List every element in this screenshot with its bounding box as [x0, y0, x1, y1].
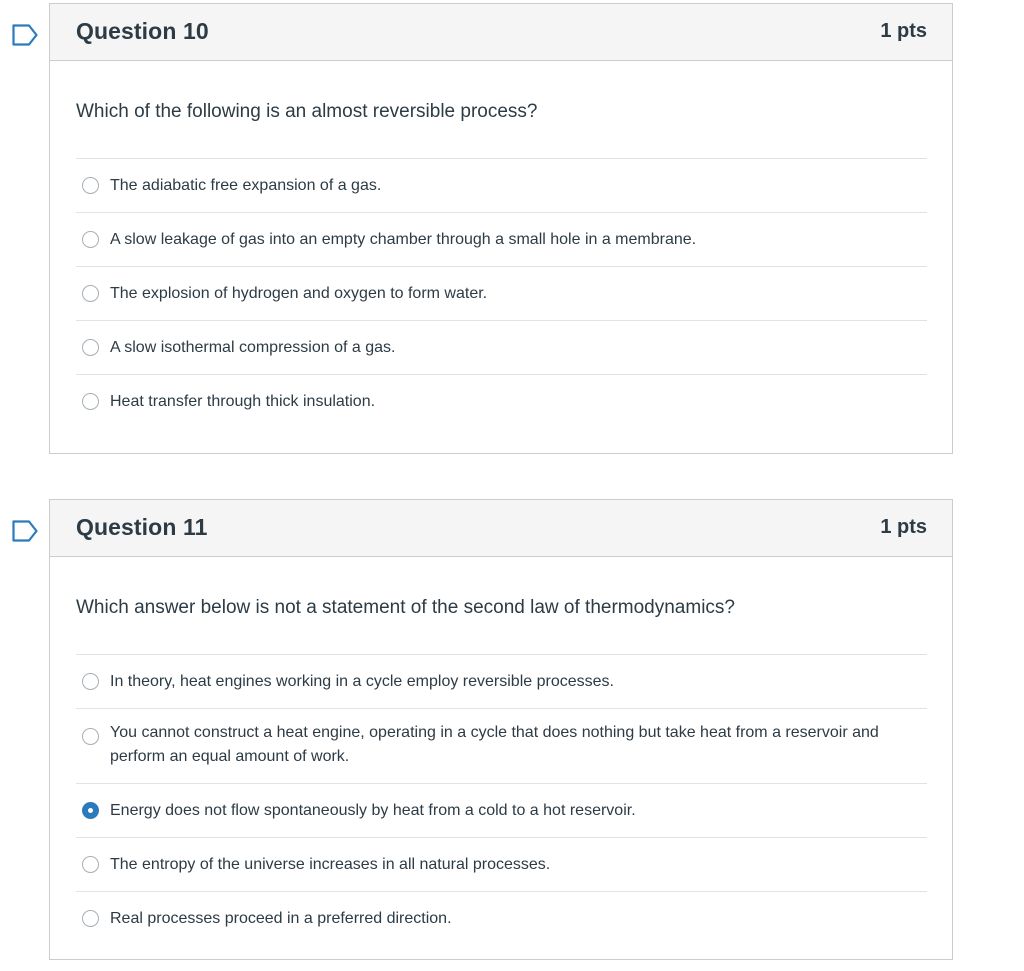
- question-card: [49, 3, 953, 454]
- answer-label: The entropy of the universe increases in all natural processes.: [110, 856, 551, 873]
- question-text: Which of the following is an almost reversible process?: [76, 101, 538, 122]
- answer-option[interactable]: [76, 784, 927, 838]
- answer-label: Heat transfer through thick insulation.: [110, 393, 376, 410]
- flag-question-icon[interactable]: [12, 24, 38, 46]
- question-title: Question 10: [76, 18, 209, 44]
- question-card: [49, 499, 953, 960]
- answer-list: [76, 654, 927, 959]
- radio-button[interactable]: [82, 910, 99, 927]
- question-text: Which answer below is not a statement of the second law of thermodynamics?: [76, 597, 735, 618]
- radio-button[interactable]: [82, 393, 99, 410]
- answer-option[interactable]: [76, 375, 927, 453]
- answer-option[interactable]: [76, 709, 927, 784]
- answer-option[interactable]: [76, 159, 927, 213]
- answer-label: The adiabatic free expansion of a gas.: [110, 177, 382, 194]
- answer-option[interactable]: [76, 655, 927, 709]
- question-points: 1 pts: [880, 516, 927, 538]
- answer-label: In theory, heat engines working in a cycle employ reversible processes.: [110, 673, 614, 690]
- radio-button[interactable]: [82, 728, 99, 745]
- answer-label: The explosion of hydrogen and oxygen to form water.: [110, 285, 488, 302]
- radio-button[interactable]: [82, 339, 99, 356]
- answer-option[interactable]: [76, 267, 927, 321]
- answer-option[interactable]: [76, 838, 927, 892]
- radio-button[interactable]: [82, 177, 99, 194]
- answer-label: A slow isothermal compression of a gas.: [110, 339, 396, 356]
- answer-option[interactable]: [76, 213, 927, 267]
- answer-list: [76, 158, 927, 453]
- question-points: 1 pts: [880, 20, 927, 42]
- answer-label: You cannot construct a heat engine, operating in a cycle that does nothing but take heat from a reservoir and perform an equal amount of work.: [110, 724, 879, 765]
- answer-option[interactable]: [76, 321, 927, 375]
- flag-question-icon[interactable]: [12, 520, 38, 542]
- question-title: Question 11: [76, 514, 208, 540]
- radio-button[interactable]: [82, 856, 99, 873]
- answer-label: A slow leakage of gas into an empty chamber through a small hole in a membrane.: [110, 231, 697, 248]
- radio-button[interactable]: [82, 285, 99, 302]
- answer-option[interactable]: [76, 892, 927, 959]
- question-header: [50, 4, 952, 61]
- radio-button-selected[interactable]: [82, 802, 99, 819]
- radio-button[interactable]: [82, 231, 99, 248]
- answer-label: Energy does not flow spontaneously by heat from a cold to a hot reservoir.: [110, 802, 636, 819]
- answer-label: Real processes proceed in a preferred direction.: [110, 910, 452, 927]
- question-header: [50, 500, 952, 557]
- radio-button[interactable]: [82, 673, 99, 690]
